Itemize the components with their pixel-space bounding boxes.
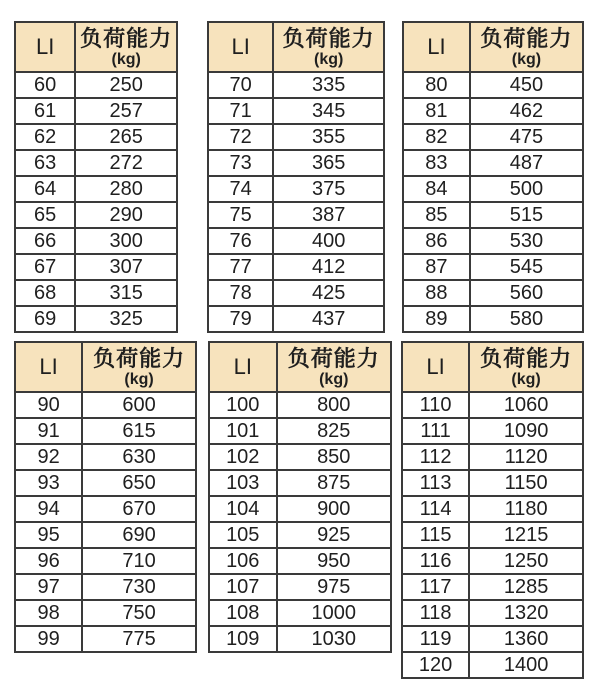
li-value-cell: 103 — [209, 470, 277, 496]
li-value-cell: 81 — [403, 98, 470, 124]
load-header-unit: (kg) — [314, 51, 344, 68]
header-row — [403, 22, 583, 72]
table-row — [208, 202, 384, 228]
load-column-header — [277, 342, 391, 392]
li-value-cell: 98 — [15, 600, 82, 626]
load-value-cell: 530 — [470, 228, 583, 254]
load-value-cell: 412 — [273, 254, 384, 280]
li-value-cell: 89 — [403, 306, 470, 332]
table-row — [15, 98, 177, 124]
li-value-cell: 68 — [15, 280, 75, 306]
li-value-cell: 100 — [209, 392, 277, 418]
table-row — [402, 626, 583, 652]
table-row — [15, 202, 177, 228]
table-row — [15, 522, 196, 548]
li-value-cell: 120 — [402, 652, 469, 678]
table-row — [209, 470, 391, 496]
table-row — [402, 522, 583, 548]
li-value-cell: 90 — [15, 392, 82, 418]
table-row — [402, 444, 583, 470]
load-column-header — [75, 22, 177, 72]
table-row — [209, 418, 391, 444]
load-header-label: 负荷能力 — [480, 346, 573, 371]
li-value-cell: 71 — [208, 98, 273, 124]
load-column-header — [469, 342, 583, 392]
load-value-cell: 1000 — [277, 600, 391, 626]
table-row — [402, 548, 583, 574]
table-row — [15, 600, 196, 626]
load-value-cell: 365 — [273, 150, 384, 176]
load-value-cell: 1400 — [469, 652, 583, 678]
li-column-header: LI — [209, 342, 277, 392]
li-value-cell: 91 — [15, 418, 82, 444]
table-row — [402, 652, 583, 678]
li-value-cell: 87 — [403, 254, 470, 280]
li-value-cell: 78 — [208, 280, 273, 306]
load-value-cell: 300 — [75, 228, 177, 254]
li-column-header: LI — [402, 342, 469, 392]
table-row — [403, 124, 583, 150]
table-row — [209, 392, 391, 418]
table-row — [15, 254, 177, 280]
table-row — [209, 626, 391, 652]
load-value-cell: 730 — [82, 574, 196, 600]
load-value-cell: 515 — [470, 202, 583, 228]
load-value-cell: 925 — [277, 522, 391, 548]
table-row — [208, 306, 384, 332]
table-row — [402, 470, 583, 496]
li-value-cell: 60 — [15, 72, 75, 98]
table-row — [209, 522, 391, 548]
li-value-cell: 119 — [402, 626, 469, 652]
table-row — [209, 600, 391, 626]
table-row — [403, 280, 583, 306]
load-value-cell: 290 — [75, 202, 177, 228]
load-value-cell: 257 — [75, 98, 177, 124]
table-row — [209, 496, 391, 522]
load-index-table-70-79 — [207, 21, 385, 333]
load-value-cell: 1180 — [469, 496, 583, 522]
table-row — [15, 626, 196, 652]
table-row — [402, 600, 583, 626]
li-value-cell: 88 — [403, 280, 470, 306]
table-row — [15, 150, 177, 176]
li-value-cell: 114 — [402, 496, 469, 522]
li-value-cell: 83 — [403, 150, 470, 176]
load-header-unit: (kg) — [511, 51, 542, 68]
header-row — [15, 342, 196, 392]
table-row — [403, 254, 583, 280]
load-header-label: 负荷能力 — [80, 26, 173, 51]
load-value-cell: 250 — [75, 72, 177, 98]
load-index-table-80-89 — [402, 21, 584, 333]
table-body — [209, 392, 391, 652]
li-value-cell: 93 — [15, 470, 82, 496]
load-value-cell: 1320 — [469, 600, 583, 626]
header-row — [209, 342, 391, 392]
load-value-cell: 307 — [75, 254, 177, 280]
li-value-cell: 112 — [402, 444, 469, 470]
load-value-cell: 280 — [75, 176, 177, 202]
load-value-cell: 1030 — [277, 626, 391, 652]
table-row — [15, 496, 196, 522]
table-body — [403, 72, 583, 332]
table-row — [402, 496, 583, 522]
li-value-cell: 65 — [15, 202, 75, 228]
load-value-cell: 900 — [277, 496, 391, 522]
load-value-cell: 750 — [82, 600, 196, 626]
load-value-cell: 1090 — [469, 418, 583, 444]
load-value-cell: 387 — [273, 202, 384, 228]
table-row — [15, 574, 196, 600]
li-value-cell: 75 — [208, 202, 273, 228]
table-row — [208, 280, 384, 306]
table-body — [402, 392, 583, 678]
li-value-cell: 95 — [15, 522, 82, 548]
li-value-cell: 108 — [209, 600, 277, 626]
li-value-cell: 118 — [402, 600, 469, 626]
load-index-table-90-99 — [14, 341, 197, 653]
load-value-cell: 500 — [470, 176, 583, 202]
li-value-cell: 79 — [208, 306, 273, 332]
load-header-label: 负荷能力 — [480, 26, 573, 51]
load-value-cell: 950 — [277, 548, 391, 574]
load-value-cell: 975 — [277, 574, 391, 600]
li-column-header: LI — [403, 22, 470, 72]
table-row — [15, 470, 196, 496]
table-body — [15, 72, 177, 332]
load-value-cell: 825 — [277, 418, 391, 444]
load-value-cell: 710 — [82, 548, 196, 574]
load-value-cell: 475 — [470, 124, 583, 150]
li-value-cell: 115 — [402, 522, 469, 548]
li-value-cell: 69 — [15, 306, 75, 332]
load-value-cell: 487 — [470, 150, 583, 176]
load-value-cell: 325 — [75, 306, 177, 332]
table-body — [15, 392, 196, 652]
load-value-cell: 1250 — [469, 548, 583, 574]
table-row — [15, 306, 177, 332]
li-value-cell: 82 — [403, 124, 470, 150]
table-row — [403, 176, 583, 202]
load-value-cell: 450 — [470, 72, 583, 98]
li-value-cell: 77 — [208, 254, 273, 280]
li-value-cell: 106 — [209, 548, 277, 574]
li-value-cell: 63 — [15, 150, 75, 176]
li-value-cell: 101 — [209, 418, 277, 444]
li-value-cell: 73 — [208, 150, 273, 176]
load-value-cell: 615 — [82, 418, 196, 444]
table-row — [209, 574, 391, 600]
li-column-header: LI — [15, 342, 82, 392]
li-value-cell: 105 — [209, 522, 277, 548]
li-value-cell: 74 — [208, 176, 273, 202]
table-row — [15, 124, 177, 150]
li-value-cell: 113 — [402, 470, 469, 496]
load-header-label: 负荷能力 — [287, 346, 380, 371]
table-row — [208, 228, 384, 254]
table-row — [15, 72, 177, 98]
load-value-cell: 1215 — [469, 522, 583, 548]
load-index-table-60-69 — [14, 21, 178, 333]
load-value-cell: 425 — [273, 280, 384, 306]
header-row — [208, 22, 384, 72]
table-row — [208, 98, 384, 124]
load-header-unit: (kg) — [511, 371, 541, 388]
li-value-cell: 67 — [15, 254, 75, 280]
li-value-cell: 102 — [209, 444, 277, 470]
load-value-cell: 437 — [273, 306, 384, 332]
load-value-cell: 400 — [273, 228, 384, 254]
li-value-cell: 117 — [402, 574, 469, 600]
li-value-cell: 72 — [208, 124, 273, 150]
li-value-cell: 70 — [208, 72, 273, 98]
load-value-cell: 1120 — [469, 444, 583, 470]
load-value-cell: 600 — [82, 392, 196, 418]
load-value-cell: 1285 — [469, 574, 583, 600]
load-value-cell: 850 — [277, 444, 391, 470]
li-value-cell: 61 — [15, 98, 75, 124]
table-row — [403, 72, 583, 98]
table-row — [403, 228, 583, 254]
table-row — [403, 306, 583, 332]
li-column-header: LI — [15, 22, 75, 72]
load-index-table-100-109 — [208, 341, 392, 653]
table-row — [403, 98, 583, 124]
load-value-cell: 545 — [470, 254, 583, 280]
li-value-cell: 111 — [402, 418, 469, 444]
load-value-cell: 265 — [75, 124, 177, 150]
load-value-cell: 800 — [277, 392, 391, 418]
li-value-cell: 92 — [15, 444, 82, 470]
table-row — [208, 72, 384, 98]
table-row — [209, 444, 391, 470]
li-column-header: LI — [208, 22, 273, 72]
table-row — [15, 392, 196, 418]
load-value-cell: 335 — [273, 72, 384, 98]
li-value-cell: 94 — [15, 496, 82, 522]
li-value-cell: 97 — [15, 574, 82, 600]
load-column-header — [470, 22, 583, 72]
table-row — [15, 548, 196, 574]
li-value-cell: 85 — [403, 202, 470, 228]
load-value-cell: 775 — [82, 626, 196, 652]
table-band-top — [0, 21, 600, 333]
li-value-cell: 104 — [209, 496, 277, 522]
table-row — [403, 150, 583, 176]
li-value-cell: 99 — [15, 626, 82, 652]
load-value-cell: 690 — [82, 522, 196, 548]
load-value-cell: 345 — [273, 98, 384, 124]
li-value-cell: 86 — [403, 228, 470, 254]
li-value-cell: 116 — [402, 548, 469, 574]
load-value-cell: 272 — [75, 150, 177, 176]
load-column-header — [273, 22, 384, 72]
li-value-cell: 84 — [403, 176, 470, 202]
load-value-cell: 462 — [470, 98, 583, 124]
li-value-cell: 62 — [15, 124, 75, 150]
load-value-cell: 875 — [277, 470, 391, 496]
load-header-unit: (kg) — [319, 371, 349, 388]
load-value-cell: 580 — [470, 306, 583, 332]
load-value-cell: 355 — [273, 124, 384, 150]
li-value-cell: 80 — [403, 72, 470, 98]
table-row — [209, 548, 391, 574]
load-value-cell: 1150 — [469, 470, 583, 496]
header-row — [15, 22, 177, 72]
table-row — [15, 228, 177, 254]
table-row — [15, 280, 177, 306]
load-header-unit: (kg) — [111, 51, 141, 68]
li-value-cell: 64 — [15, 176, 75, 202]
load-value-cell: 650 — [82, 470, 196, 496]
load-value-cell: 1060 — [469, 392, 583, 418]
load-value-cell: 560 — [470, 280, 583, 306]
table-row — [208, 124, 384, 150]
li-value-cell: 107 — [209, 574, 277, 600]
table-body — [208, 72, 384, 332]
li-value-cell: 109 — [209, 626, 277, 652]
table-band-bottom — [0, 341, 600, 679]
load-value-cell: 630 — [82, 444, 196, 470]
load-index-table-110-120 — [401, 341, 584, 679]
table-row — [208, 176, 384, 202]
load-header-unit: (kg) — [124, 371, 154, 388]
li-value-cell: 76 — [208, 228, 273, 254]
table-row — [208, 150, 384, 176]
load-header-label: 负荷能力 — [93, 346, 186, 371]
table-row — [402, 392, 583, 418]
table-row — [15, 176, 177, 202]
load-value-cell: 375 — [273, 176, 384, 202]
table-row — [402, 574, 583, 600]
table-row — [403, 202, 583, 228]
li-value-cell: 110 — [402, 392, 469, 418]
table-row — [15, 444, 196, 470]
load-column-header — [82, 342, 196, 392]
header-row — [402, 342, 583, 392]
li-value-cell: 66 — [15, 228, 75, 254]
table-row — [208, 254, 384, 280]
load-header-label: 负荷能力 — [282, 26, 375, 51]
load-value-cell: 1360 — [469, 626, 583, 652]
table-row — [15, 418, 196, 444]
load-value-cell: 315 — [75, 280, 177, 306]
li-value-cell: 96 — [15, 548, 82, 574]
table-row — [402, 418, 583, 444]
load-value-cell: 670 — [82, 496, 196, 522]
